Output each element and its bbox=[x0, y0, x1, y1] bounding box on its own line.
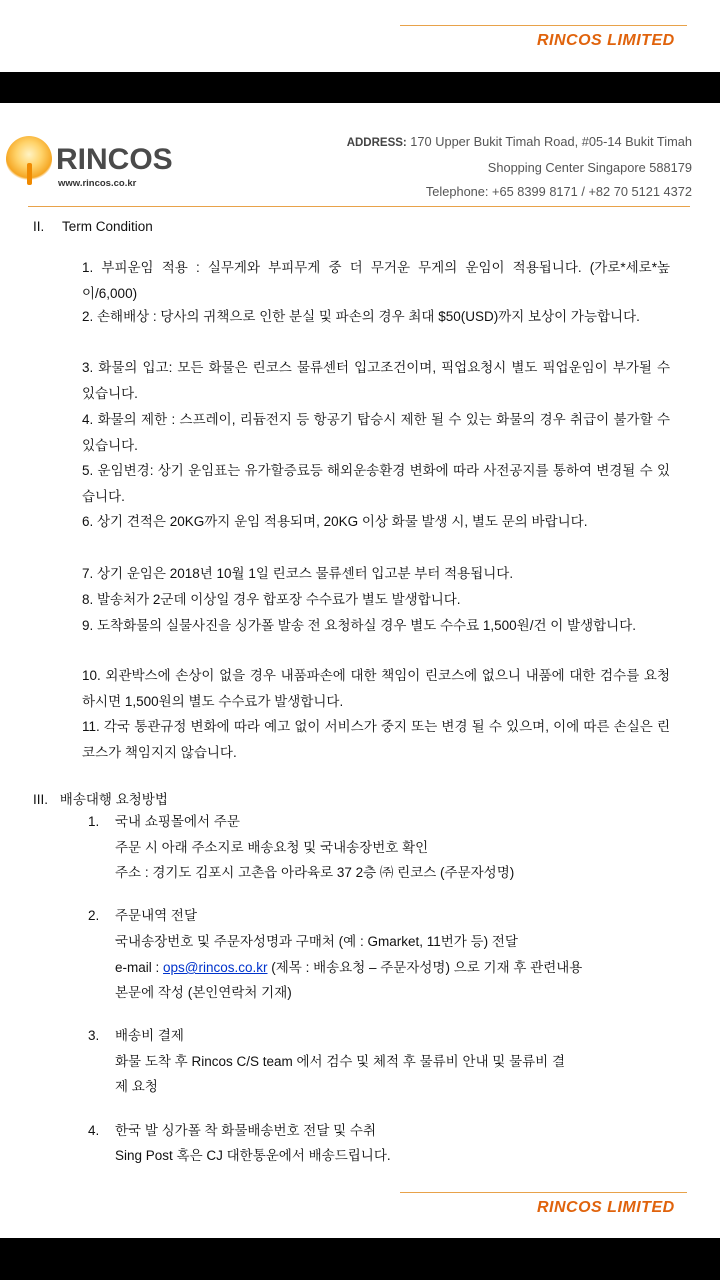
step-2-email-line: e-mail : ops@rincos.co.kr (제목 : 배송요청 – 주문자성명) 으로 기재 후 관련내용 bbox=[115, 960, 583, 975]
rincos-logo bbox=[6, 133, 173, 195]
term-item: 4. 화물의 제한 : 스프레이, 리듐전지 등 항공기 탑승시 제한 될 수 있는 화물의 경우 취급이 불가할 수 있습니다. bbox=[82, 412, 670, 453]
step-1-line: 주문 시 아래 주소지로 배송요청 및 국내송장번호 확인 bbox=[115, 840, 429, 855]
section-3-number: III. bbox=[33, 792, 49, 807]
company-address bbox=[347, 130, 692, 205]
top-brand-rule bbox=[400, 25, 687, 26]
top-black-bar bbox=[0, 72, 720, 103]
step-2-line: 국내송장번호 및 주문자성명과 구매처 (예 : Gmarket, 11번가 등) 전달 bbox=[115, 934, 518, 949]
address-line-1: ADDRESS: 170 Upper Bukit Timah Road, #05-14 Bukit Timah bbox=[346, 134, 692, 149]
header-rule bbox=[28, 206, 690, 207]
email-link[interactable]: ops@rincos.co.kr bbox=[163, 960, 268, 975]
term-item: 8. 발송처가 2군데 이상일 경우 합포장 수수료가 별도 발생합니다. bbox=[82, 592, 461, 607]
term-item: 3. 화물의 입고: 모든 화물은 린코스 물류센터 입고조건이며, 픽업요청시 별도 픽업운임이 부가될 수 있습니다. bbox=[82, 360, 670, 401]
step-1-number: 1. bbox=[88, 814, 100, 829]
section-2-heading bbox=[33, 219, 153, 234]
step-3-line: 제 요청 bbox=[115, 1079, 158, 1094]
bottom-brand-rule bbox=[400, 1192, 687, 1193]
address-phone: Telephone: +65 8399 8171 / +82 70 5121 4372 bbox=[425, 184, 692, 199]
logo-url: www.rincos.co.kr bbox=[58, 178, 137, 189]
address-label: ADDRESS: bbox=[346, 137, 407, 149]
bottom-brand-name: RINCOS LIMITED bbox=[537, 1199, 675, 1216]
logo-wordmark: RINCOS bbox=[56, 143, 173, 176]
step-3-line: 화물 도착 후 Rincos C/S team 에서 검수 및 체적 후 물류비 안내 및 물류비 결 bbox=[115, 1054, 565, 1069]
term-item: 1. 부피운임 적용 : 실무게와 부피무게 중 더 무거운 무게의 운임이 적용됩니다. (가로*세로*높이/6,000) bbox=[82, 260, 670, 301]
term-item: 5. 운임변경: 상기 운임표는 유가할증료등 해외운송환경 변화에 따라 사전공지를 통하여 변경될 수 있습니다. bbox=[82, 463, 670, 504]
term-item: 11. 각국 통관규정 변화에 따라 예고 없이 서비스가 중지 또는 변경 될 수 있으며, 이에 따른 손실은 린코스가 책임지지 않습니다. bbox=[82, 719, 670, 760]
step-1-title: 국내 쇼핑몰에서 주문 bbox=[115, 814, 240, 829]
step-2-number: 2. bbox=[88, 908, 100, 923]
term-item: 10. 외관박스에 손상이 없을 경우 내품파손에 대한 책임이 린코스에 없으니 내품에 대한 검수를 요청하시면 1,500원의 별도 수수료가 발생합니다. bbox=[82, 668, 670, 709]
section-3-title: 배송대행 요청방법 bbox=[59, 792, 168, 807]
top-brand-name: RINCOS LIMITED bbox=[537, 32, 675, 49]
term-item: 6. 상기 견적은 20KG까지 운임 적용되며, 20KG 이상 화물 발생 시, 별도 문의 바랍니다. bbox=[82, 514, 588, 529]
address-line-2: Shopping Center Singapore 588179 bbox=[487, 159, 692, 175]
step-4-title: 한국 발 싱가폴 착 화물배송번호 전달 및 수취 bbox=[115, 1123, 376, 1138]
step-2-title: 주문내역 전달 bbox=[115, 908, 197, 923]
step-2-line: 본문에 작성 (본인연락처 기재) bbox=[115, 985, 292, 1000]
section-2-number: II. bbox=[33, 219, 45, 234]
step-1-line: 주소 : 경기도 김포시 고촌읍 아라육로 37 2층 ㈜ 린코스 (주문자성명) bbox=[115, 865, 515, 880]
bottom-black-bar bbox=[0, 1238, 720, 1280]
term-item: 7. 상기 운임은 2018년 10월 1일 린코스 물류센터 입고분 부터 적용됩니다. bbox=[82, 566, 514, 581]
section-3-heading bbox=[33, 788, 168, 808]
section-2-title: Term Condition bbox=[62, 219, 153, 234]
logo-stem-icon bbox=[27, 163, 32, 185]
step-3-number: 3. bbox=[88, 1028, 100, 1043]
step-4-line: Sing Post 혹은 CJ 대한통운에서 배송드립니다. bbox=[115, 1148, 391, 1163]
step-3-title: 배송비 결제 bbox=[115, 1028, 184, 1043]
term-item: 9. 도착화물의 실물사진을 싱가폴 발송 전 요청하실 경우 별도 수수료 1,500원/건 이 발생합니다. bbox=[82, 618, 636, 633]
term-item: 2. 손해배상 : 당사의 귀책으로 인한 분실 및 파손의 경우 최대 $50(USD)까지 보상이 가능합니다. bbox=[82, 309, 640, 324]
step-4-number: 4. bbox=[88, 1123, 100, 1138]
